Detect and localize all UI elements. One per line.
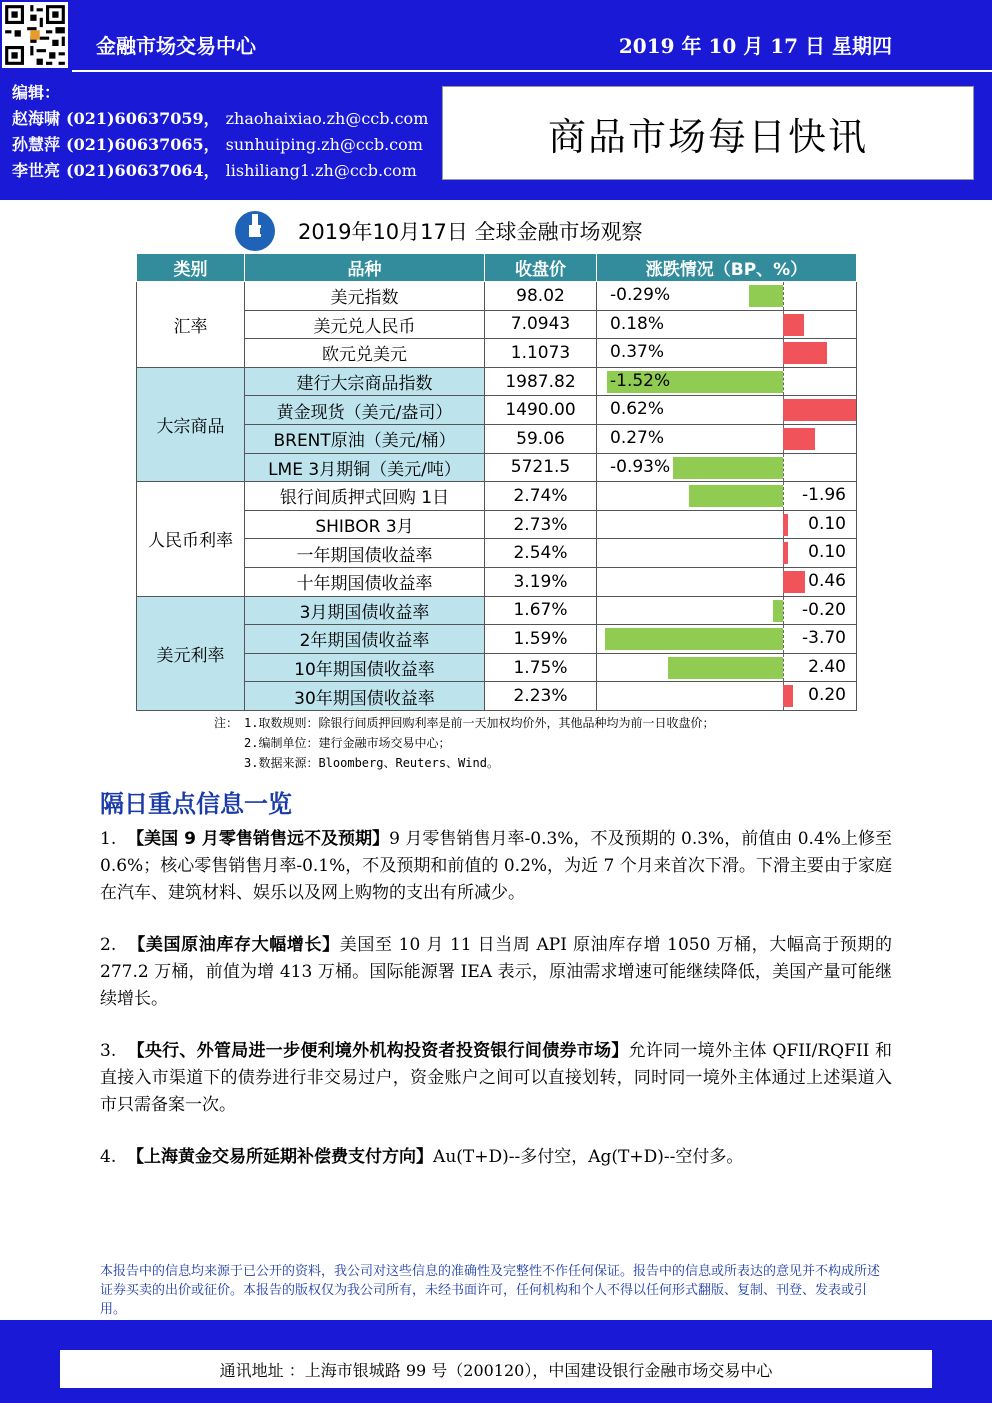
change-cell <box>597 682 857 711</box>
note-line: 2.编制单位：建行金融市场交易中心； <box>244 736 451 750</box>
close-cell: 1.67% <box>485 596 597 625</box>
change-bar <box>673 457 783 479</box>
change-label: 0.18% <box>610 313 665 334</box>
change-cell <box>597 453 857 482</box>
col-header-close: 收盘价 <box>485 254 597 282</box>
news-item: 2. 【美国原油库存大幅增长】美国至 10 月 11 日当周 API 原油库存增 1050 万桶，大幅高于预期的 277.2 万桶，前值为增 413 万桶。国际能源署 IEA 表示，原油需求增速可能继续降低，美国产量可能继续增长。 <box>100 935 893 1009</box>
close-cell: 7.0943 <box>485 310 597 339</box>
change-cell <box>597 653 857 682</box>
report-date: 2019 年 10 月 17 日 星期四 <box>618 34 892 58</box>
close-cell: 2.73% <box>485 510 597 539</box>
change-label: 0.62% <box>610 399 665 420</box>
col-header-item: 品种 <box>245 254 485 282</box>
item-cell: SHIBOR 3月 <box>245 510 485 539</box>
table-header-row <box>137 254 857 282</box>
table-row <box>137 453 857 482</box>
close-cell: 2.54% <box>485 539 597 568</box>
news-headline: 【美国原油库存大幅增长】 <box>128 935 340 955</box>
table-row <box>137 539 857 568</box>
change-bar <box>668 657 783 679</box>
col-header-category: 类别 <box>137 254 245 282</box>
change-label: -1.52% <box>610 370 671 391</box>
change-label: 0.27% <box>610 427 665 448</box>
table-row <box>137 510 857 539</box>
table-notes <box>214 713 714 773</box>
zero-axis <box>783 625 784 653</box>
news-item: 3. 【央行、外管局进一步便利境外机构投资者投资银行间债券市场】允许同一境外主体 QFII/RQFII 和直接入市渠道下的债券进行非交易过户，资金账户之间可以直接划转，同时同一境外主体通过上述渠道入市只需备案一次。 <box>100 1041 892 1115</box>
table-row <box>137 625 857 654</box>
item-cell: 一年期国债收益率 <box>245 539 485 568</box>
editors-block <box>12 80 434 184</box>
table-row <box>137 396 857 425</box>
editor-email[interactable]: lishiliang1.zh@ccb.com <box>225 161 417 180</box>
news-headline: 【美国 9 月零售销售远不及预期】 <box>127 829 390 849</box>
zero-axis <box>783 654 784 682</box>
zero-axis <box>783 597 784 625</box>
change-label: -1.96 <box>802 485 846 506</box>
item-cell: 10年期国债收益率 <box>245 653 485 682</box>
table-row <box>137 482 857 511</box>
editor-email[interactable]: sunhuiping.zh@ccb.com <box>225 135 423 154</box>
table-row <box>137 567 857 596</box>
zero-axis <box>783 282 784 310</box>
close-cell: 2.23% <box>485 682 597 711</box>
close-cell: 5721.5 <box>485 453 597 482</box>
disclaimer: 本报告中的信息均来源于已公开的资料，我公司对这些信息的准确性及完整性不作任何保证。报告中的信息或所表达的意见并不构成所述证券买卖的出价或征价。本报告的版权仅为我公司所有，未经书面许可，任何机构和个人不得以任何形式翻版、复制、刊登、发表或引用。 <box>100 1264 881 1317</box>
change-label: 0.46 <box>808 570 846 591</box>
zero-axis <box>783 368 784 396</box>
change-cell <box>597 625 857 654</box>
item-cell: LME 3月期铜（美元/吨） <box>245 453 485 482</box>
change-label: 2.40 <box>808 656 846 677</box>
change-cell <box>597 567 857 596</box>
item-cell: 建行大宗商品指数 <box>245 367 485 396</box>
editor-email[interactable]: zhaohaixiao.zh@ccb.com <box>225 109 429 128</box>
change-cell <box>597 282 857 311</box>
category-cell: 大宗商品 <box>137 367 245 481</box>
change-cell <box>597 539 857 568</box>
close-cell: 1490.00 <box>485 396 597 425</box>
change-bar <box>783 314 804 336</box>
editor-row: 孙慧萍 (021)60637065， sunhuiping.zh@ccb.com <box>12 135 423 154</box>
note-line: 注： 1.取数规则：除银行间质押回购利率是前一天加权均价外，其他品种均为前一日收盘价； <box>214 716 715 730</box>
change-label: -0.93% <box>610 456 671 477</box>
item-cell: BRENT原油（美元/桶） <box>245 424 485 453</box>
change-cell <box>597 310 857 339</box>
change-label: 0.10 <box>808 513 846 534</box>
close-cell: 1.1073 <box>485 339 597 368</box>
item-cell: 美元指数 <box>245 282 485 311</box>
change-bar <box>783 342 827 364</box>
close-cell: 1.59% <box>485 625 597 654</box>
news-list <box>100 826 892 1196</box>
change-bar <box>749 285 783 307</box>
table-row <box>137 653 857 682</box>
table-row <box>137 310 857 339</box>
item-cell: 2年期国债收益率 <box>245 625 485 654</box>
news-headline: 【上海黄金交易所延期补偿费支付方向】 <box>127 1147 434 1167</box>
change-cell <box>597 510 857 539</box>
item-cell: 黄金现货（美元/盎司） <box>245 396 485 425</box>
table-row <box>137 424 857 453</box>
zero-axis <box>783 454 784 482</box>
category-cell: 汇率 <box>137 282 245 368</box>
editor-row: 李世亮 (021)60637064， lishiliang1.zh@ccb.com <box>12 161 417 180</box>
item-cell: 银行间质押式回购 1日 <box>245 482 485 511</box>
change-label: 0.37% <box>610 342 665 363</box>
change-bar <box>783 685 793 707</box>
header-divider <box>72 70 992 72</box>
news-item: 1. 【美国 9 月零售销售远不及预期】9 月零售销售月率-0.3%，不及预期的 0.3%，前值由 0.4%上修至 0.6%；核心零售销售月率-0.1%，不及预期和前值的 0.2%，为近 7 个月来首次下滑。下滑主要由于家庭在汽车、建筑材料、娱乐以及网上购物的支出有所减少。 <box>100 829 892 903</box>
change-cell <box>597 396 857 425</box>
report-title: 商品市场每日快讯 <box>442 86 974 180</box>
table-row <box>137 282 857 311</box>
close-cell: 1.75% <box>485 653 597 682</box>
change-bar <box>783 542 788 564</box>
table-row <box>137 339 857 368</box>
table-row <box>137 596 857 625</box>
change-bar <box>773 600 783 622</box>
item-cell: 欧元兑美元 <box>245 339 485 368</box>
change-bar <box>783 428 815 450</box>
editors-label: 编辑： <box>12 83 61 102</box>
change-cell <box>597 424 857 453</box>
item-cell: 30年期国债收益率 <box>245 682 485 711</box>
item-cell: 十年期国债收益率 <box>245 567 485 596</box>
market-table <box>136 253 857 711</box>
close-cell: 2.74% <box>485 482 597 511</box>
change-label: -0.29% <box>610 285 671 305</box>
qr-code-icon <box>2 2 68 68</box>
table-title: 2019年10月17日 全球金融市场观察 <box>298 220 643 244</box>
table-row <box>137 682 857 711</box>
item-cell: 美元兑人民币 <box>245 310 485 339</box>
change-cell <box>597 367 857 396</box>
change-bar <box>783 571 805 593</box>
editor-row: 赵海啸 (021)60637059， zhaohaixiao.zh@ccb.com <box>12 109 429 128</box>
close-cell: 98.02 <box>485 282 597 311</box>
change-label: -3.70 <box>802 628 846 649</box>
close-cell: 1987.82 <box>485 367 597 396</box>
change-cell <box>597 339 857 368</box>
note-line: 3.数据来源：Bloomberg、Reuters、Wind。 <box>244 756 499 770</box>
org-name: 金融市场交易中心 <box>96 34 256 58</box>
change-cell <box>597 596 857 625</box>
section-title: 隔日重点信息一览 <box>100 790 292 818</box>
col-header-change: 涨跌情况（BP、%） <box>597 254 857 282</box>
change-bar <box>783 514 788 536</box>
item-cell: 3月期国债收益率 <box>245 596 485 625</box>
category-cell: 美元利率 <box>137 596 245 710</box>
change-bar <box>689 485 783 507</box>
close-cell: 3.19% <box>485 567 597 596</box>
change-bar <box>783 399 856 421</box>
news-item: 4. 【上海黄金交易所延期补偿费支付方向】Au(T+D)--多付空，Ag(T+D)--空付多。 <box>100 1147 744 1167</box>
zero-axis <box>783 482 784 510</box>
change-label: -0.20 <box>802 599 846 620</box>
table-heading <box>136 210 856 252</box>
ccb-logo-icon <box>234 210 276 252</box>
change-bar <box>605 628 783 650</box>
close-cell: 59.06 <box>485 424 597 453</box>
news-headline: 【央行、外管局进一步便利境外机构投资者投资银行间债券市场】 <box>127 1041 629 1061</box>
change-cell <box>597 482 857 511</box>
category-cell: 人民币利率 <box>137 482 245 596</box>
change-label: 0.10 <box>808 542 846 563</box>
table-row <box>137 367 857 396</box>
change-label: 0.20 <box>808 685 846 706</box>
footer-address: 通讯地址 ：上海市银城路 99 号（200120），中国建设银行金融市场交易中心 <box>60 1350 932 1388</box>
